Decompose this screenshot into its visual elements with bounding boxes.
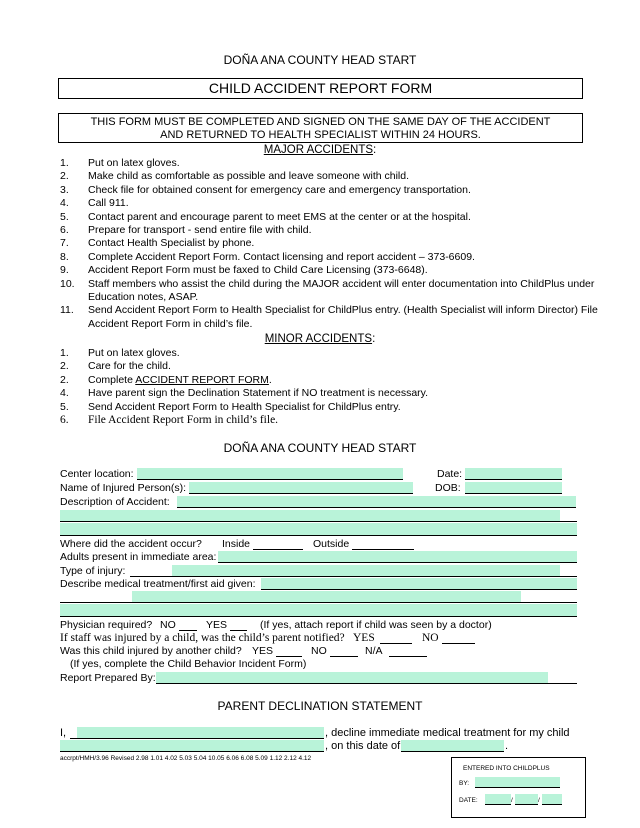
notice-box bbox=[58, 113, 583, 143]
dob-label: DOB: bbox=[435, 482, 461, 494]
child-na-field[interactable] bbox=[389, 645, 427, 657]
list-item: 2. Care for the child. bbox=[60, 360, 171, 373]
prepared-by-line-end bbox=[548, 672, 577, 684]
org-header: DOÑA ANA COUNTY HEAD START bbox=[223, 53, 417, 67]
declination-heading: PARENT DECLINATION STATEMENT bbox=[217, 699, 423, 713]
childplus-date-slash-1: / bbox=[511, 797, 513, 804]
list-item: 4. Call 911. bbox=[60, 197, 129, 210]
declination-i-label: I, bbox=[60, 727, 67, 739]
description-field[interactable] bbox=[177, 496, 576, 508]
list-item: 2. Make child as comfortable as possible and leave someone with child. bbox=[60, 170, 410, 183]
list-item: 3. Check file for obtained consent for emergency care and emergency transportation. bbox=[60, 183, 471, 196]
form-title: CHILD ACCIDENT REPORT FORM bbox=[58, 78, 583, 99]
list-item: 8. Complete Accident Report Form. Contact licensing and report accident – 373-6609. bbox=[60, 250, 475, 263]
type-injury-line bbox=[130, 565, 172, 577]
revision-text: accrpt/HMH/3.96 Revised 2.98 1.01 4.02 5.03 5.04 10.05 6.06 6.08 5.09 1.12 2.12 4.12 bbox=[60, 755, 312, 762]
treatment-line-3[interactable] bbox=[60, 604, 577, 617]
notice-line-1: THIS FORM MUST BE COMPLETED AND SIGNED ON THE SAME DAY OF THE ACCIDENT bbox=[90, 116, 551, 128]
list-item: 2. Complete ACCIDENT REPORT FORM. bbox=[60, 373, 272, 386]
childplus-date-label: DATE: bbox=[459, 797, 478, 804]
physician-label: Physician required? bbox=[60, 619, 153, 631]
staff-no-label: NO bbox=[422, 632, 439, 644]
childplus-date-month[interactable] bbox=[485, 794, 511, 805]
childplus-by-label: BY: bbox=[459, 780, 470, 787]
child-na-label: N/A bbox=[365, 645, 383, 657]
list-item: 10. Staff members who assist the child during the MAJOR accident will enter documentation into ChildPlus under Education notes, ASAP. bbox=[60, 277, 595, 304]
child-no-field[interactable] bbox=[330, 645, 358, 657]
list-item: 9. Accident Report Form must be faxed to Child Care Licensing (373-6648). bbox=[60, 264, 428, 277]
minor-list bbox=[60, 347, 600, 427]
injured-name-label: Name of Injured Person(s): bbox=[60, 482, 187, 494]
physician-no-field[interactable] bbox=[179, 619, 197, 631]
notice-line-2: AND RETURNED TO HEALTH SPECIALIST WITHIN 24 HOURS. bbox=[160, 129, 481, 141]
childplus-date-slash-2: / bbox=[538, 797, 540, 804]
adults-label: Adults present in immediate area: bbox=[60, 551, 217, 563]
list-item: 1. Put on latex gloves. bbox=[60, 347, 180, 359]
dob-field[interactable] bbox=[465, 482, 562, 494]
staff-yes-label: YES bbox=[353, 632, 375, 644]
description-label: Description of Accident: bbox=[60, 496, 170, 508]
type-injury-field[interactable] bbox=[172, 565, 560, 577]
prepared-by-label: Report Prepared By: bbox=[60, 672, 156, 684]
date-label: Date: bbox=[437, 468, 463, 480]
child-no-label: NO bbox=[311, 645, 327, 657]
minor-heading bbox=[0, 333, 640, 345]
treatment-line-2-start bbox=[60, 591, 132, 603]
list-item: 5. Contact parent and encourage parent to meet EMS at the center or at the hospital. bbox=[60, 210, 471, 223]
declination-name-line-start bbox=[70, 727, 77, 739]
list-item: 6. File Accident Report Form in child’s file. bbox=[60, 414, 279, 427]
major-colon: : bbox=[373, 144, 377, 156]
form-org-header: DOÑA ANA COUNTY HEAD START bbox=[223, 441, 417, 455]
staff-no-field[interactable] bbox=[442, 632, 475, 644]
inside-label: Inside bbox=[222, 538, 251, 550]
list-item: 6. Prepare for transport - send entire file with child. bbox=[60, 224, 312, 237]
major-heading-text: MAJOR ACCIDENTS bbox=[263, 144, 374, 156]
childplus-date-day[interactable] bbox=[515, 794, 538, 805]
minor-colon: : bbox=[372, 333, 376, 345]
type-injury-label: Type of injury: bbox=[60, 565, 126, 577]
type-injury-line-end bbox=[560, 565, 577, 577]
childplus-entry-box bbox=[451, 757, 586, 818]
major-heading bbox=[0, 144, 640, 156]
declination-child-field[interactable] bbox=[60, 740, 324, 752]
staff-injured-label: If staff was injured by a child, was the child’s parent notified? bbox=[60, 632, 345, 644]
center-location-label: Center location: bbox=[60, 468, 134, 480]
treatment-line-2-end bbox=[521, 591, 577, 603]
declination-name-field[interactable] bbox=[77, 727, 324, 739]
treatment-line-2[interactable] bbox=[132, 591, 521, 603]
child-injured-label: Was this child injured by another child? bbox=[60, 645, 242, 657]
treatment-field[interactable] bbox=[261, 578, 577, 590]
declination-date-field[interactable] bbox=[401, 740, 504, 752]
physician-note: (If yes, attach report if child was seen by a doctor) bbox=[260, 619, 492, 631]
adults-field[interactable] bbox=[218, 551, 577, 563]
declination-decline-text: , decline immediate medical treatment for my child bbox=[325, 727, 570, 739]
child-yes-field[interactable] bbox=[276, 645, 302, 657]
list-item: 1. Put on latex gloves. bbox=[60, 157, 180, 169]
description-line-2[interactable] bbox=[60, 510, 560, 522]
declination-period: . bbox=[505, 740, 509, 752]
center-location-field[interactable] bbox=[137, 468, 403, 480]
treatment-label: Describe medical treatment/first aid given: bbox=[60, 578, 256, 590]
child-yes-label: YES bbox=[252, 645, 274, 657]
list-item: 4. Have parent sign the Declination Statement if NO treatment is necessary. bbox=[60, 387, 429, 400]
childplus-date-year[interactable] bbox=[542, 794, 562, 805]
staff-yes-field[interactable] bbox=[380, 632, 412, 644]
childplus-title: ENTERED INTO CHILDPLUS bbox=[463, 765, 550, 772]
physician-yes-label: YES bbox=[206, 619, 228, 631]
injured-name-field[interactable] bbox=[189, 482, 413, 494]
outside-field[interactable] bbox=[352, 538, 414, 550]
childplus-by-field[interactable] bbox=[475, 777, 560, 788]
behavior-note: (If yes, complete the Child Behavior Incident Form) bbox=[70, 658, 307, 670]
outside-label: Outside bbox=[313, 538, 350, 550]
physician-yes-field[interactable] bbox=[230, 619, 247, 631]
minor-heading-text: MINOR ACCIDENTS bbox=[264, 333, 373, 345]
date-field[interactable] bbox=[465, 468, 562, 480]
where-label: Where did the accident occur? bbox=[60, 538, 202, 550]
list-item: 11. Send Accident Report Form to Health Specialist for ChildPlus entry. (Health Specialist will inform Director) File Accident Report Form in child’s file. bbox=[60, 304, 598, 330]
list-item: 5. Send Accident Report Form to Health Specialist for ChildPlus entry. bbox=[60, 400, 401, 413]
prepared-by-field[interactable] bbox=[156, 672, 548, 684]
physician-no-label: NO bbox=[160, 619, 176, 631]
major-list bbox=[60, 157, 600, 331]
list-item: 7. Contact Health Specialist by phone. bbox=[60, 237, 255, 250]
description-line-3[interactable] bbox=[60, 523, 577, 536]
inside-field[interactable] bbox=[253, 538, 303, 550]
declination-date-text: , on this date of bbox=[325, 740, 401, 752]
description-line-2-end bbox=[560, 510, 577, 522]
